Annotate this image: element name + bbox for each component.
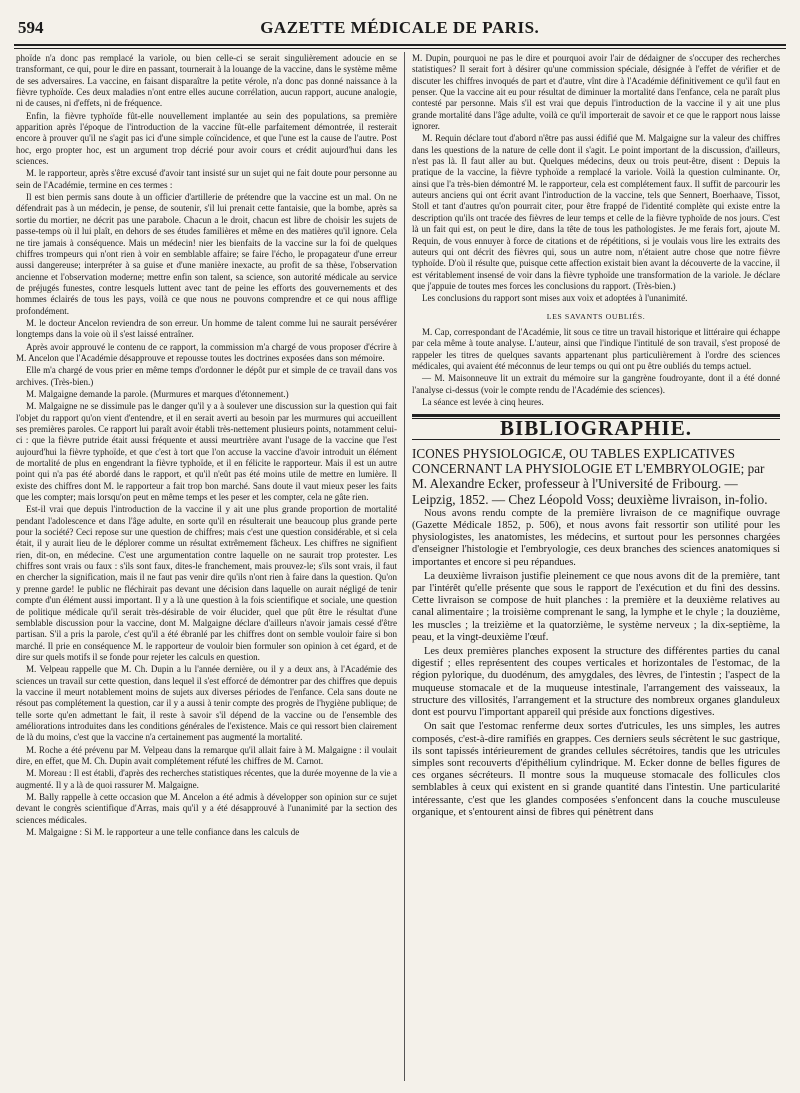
bibliography-body	[412, 508, 780, 819]
paragraph: — M. Maisonneuve lit un extrait du mémoire sur la gangrène foudroyante, dont il a été donné l'analyse ci-dessus (voir le compte rendu de l'Académie des sciences).	[412, 373, 780, 395]
paragraph: M. Velpeau rappelle que M. Ch. Dupin a lu l'année dernière, ou il y a deux ans, à l'Académie des sciences un travail sur cette question, dans lequel il s'est efforcé de démontrer par des chiffres que depuis la vaccine il meurt notablement moins de sujets aux diverses périodes de l'enfance. Cela sans doute ne résout pas complétement la question, car il y a aussi à tenir compte des progrès de l'hygiène publique; de telle sorte qu'en admettant le fait, il reste à savoir s'il dépend de la vaccine ou de l'ensemble des améliorations introduites dans les conditions générales de l'existence. Mais ce qui ressort bien clairement de là du moins, c'est que la vaccine n'a certainement pas augmenté la mortalité.	[16, 664, 397, 743]
page-header	[18, 14, 786, 42]
paragraph: M. Malgaigne ne se dissimule pas le danger qu'il y a à soulever une discussion sur la question qui fait l'objet du rapport qu'on vient d'entendre, et il en serait averti au besoin par les murmures qui accueillent ses premières paroles. Ce rapport lui paraît avoir établi très-nettement plusieurs points, notamment celui-ci : que la fièvre putride était aussi fréquente et aussi meurtrière avant l'usage de la vaccine que l'est aujourd'hui la fièvre typhoïde, et que c'est à tort que l'on accuse la vaccine d'avoir introduit un élément de mortalité de plus en engendrant la fièvre typhoïde, et il en félicite le rapporteur. Mais il est un autre point qui n'a pas été abordé dans le rapport, et qu'il n'eût pas été moins utile de mettre en lumière. Il existe des chiffres dont M. le rapporteur a fait trop bon marché. Sans doute il vaut mieux peser les faits que les compter; mais lorsqu'on peut en même temps et les peser et les compter, cela ne gâte rien.	[16, 401, 397, 503]
paragraph: M. Requin déclare tout d'abord n'être pas aussi édifié que M. Malgaigne sur la valeur des chiffres dans les questions de la nature de celle dont il s'agit. Le point important de la discussion, d'ailleurs, n'est pas là. Il faut aller au but. Quelques médecins, deux ou trois peut-être, disent : Depuis la pratique de la vaccine, la fièvre typhoïde a remplacé la variole. Voilà la question culminante. Or, ainsi que l'a très-bien démontré M. le rapporteur, cela est complétement faux. Il suffit de parcourir les auteurs anciens qui ont écrit avant l'introduction de la vaccine, tels que Sennert, Boerhaave, Tissot, Stoll et tant d'autres qu'on pourrait citer, pour être frappé de l'identité complète qui existe entre la description qu'ils ont tracée des fièvres de leur temps et celle de la fièvre typhoïde de nos jours. C'est là un fait qui est, on peut le dire, dans la tête de tous les pathologistes. Je me ferais fort, ajoute M. Requin, de vous ennuyer à force de citations et de répétitions, si je voulais vous lire les extraits des auteurs qui ont décrit des fièvres qui, sous un autre nom, n'étaient autre chose que notre fièvre typhoïde. D'où il résulte que, puisque cette affection existait bien avant la découverte de la vaccine, il est véritablement insensé de voir dans la fièvre typhoïde une transformation de la variole. Je déclare que j'appuie de toutes mes forces les conclusions du rapport. (Très-bien.)	[412, 133, 780, 291]
section-heading: LES SAVANTS OUBLIÉS.	[546, 311, 646, 321]
column-divider	[404, 52, 405, 1081]
header-rule-thin	[14, 48, 786, 49]
paragraph: M. Malgaigne demande la parole. (Murmures et marques d'étonnement.)	[26, 388, 289, 399]
paragraph: Il est bien permis sans doute à un officier d'artillerie de prétendre que la vaccine est un mal. On ne défendrait pas à un médecin, je pense, de soutenir, s'il lui prenait cette fantaisie, que la bombe, après sa sortie du mortier, ne décrit pas une parabole. Chacun a le droit, chacun est libre de choisir les sujets de passe-temps où il lui plaît, en dehors de ses études familières et même en des matières qu'il ignore. Cela ne tire jamais à conséquence. Mais un médecin! nier les bienfaits de la vaccine sur la foi de quelques chiffres trompeurs qui n'ont rien à voir en semblable affaire; se faire l'écho, le propagateur d'une erreur aussi dangereuse; interpréter à sa guise et d'une manière inexacte, au profit de sa thèse, l'observation ancienne et l'observation moderne; mettre enfin son talent, sa science, son autorité médicale au service de préjugés funestes, contre lesquels luttent avec tant de peine les efforts des gouvernements et des hommes éclairés de tous les pays, voilà ce que nous ne pouvons comprendre et ce qui nous afflige profondément.	[16, 192, 397, 316]
paragraph: M. Moreau : Il est établi, d'après des recherches statistiques récentes, que la durée moyenne de la vie a augmenté. Il y a là de quoi rassurer M. Malgaigne.	[16, 768, 397, 790]
journal-title: GAZETTE MÉDICALE DE PARIS.	[260, 18, 540, 37]
paragraph: La séance est levée à cinq heures.	[422, 396, 544, 407]
left-column	[16, 53, 397, 1081]
header-rule	[14, 44, 786, 46]
paragraph: Après avoir approuvé le contenu de ce rapport, la commission m'a chargé de vous proposer d'écrire à M. Ancelon que l'Académie désapprouve et repousse toutes les doctrines exposées dans son mémoire.	[16, 341, 397, 363]
paragraph: M. le docteur Ancelon reviendra de son erreur. Un homme de talent comme lui ne saurait persévérer longtemps dans la voie où il s'est laissé entraîner.	[16, 317, 397, 340]
paragraph: M. Malgaigne : Si M. le rapporteur a une telle confiance dans les calculs de	[26, 827, 300, 838]
paragraph: M. Cap, correspondant de l'Académie, lit sous ce titre un travail historique et littéraire qui échappe par cela même à toute analyse. L'auteur, ainsi que l'indique l'intitulé de son travail, s'est proposé de rappeler les titres de quelques savants appartenant plus particulièrement à l'ordre des sciences médicales, qui avaient été méconnus de leur temps ou qui ont pu être oubliés du temps actuel.	[412, 326, 780, 371]
bibliography-title: BIBLIOGRAPHIE.	[500, 416, 692, 441]
paragraph: Enfin, la fièvre typhoïde fût-elle nouvellement implantée au sein des populations, sa première apparition après l'époque de l'introduction de la vaccine fût-elle parfaitement démontrée, il resterait encore à prouver qu'il ne s'agit pas ici d'une simple coïncidence, et que l'une est la cause de l'autre. Post hoc, ergo propter hoc, est un argument trop décrié pour avoir cours et crédit aujourd'hui dans les sciences.	[16, 110, 397, 167]
paragraph: On sait que l'estomac renferme deux sortes d'utricules, les uns simples, les autres composés, c'est-à-dire ramifiés en grappes. Ces derniers seuls sécrètent le suc gastrique, ils sont tapissés intérieurement de grandes cellules sécrétoires, tandis que les utricules simples sont recouverts d'épithélium cylindrique. M. Ecker donne de belles figures de ces organes sécréteurs. Il montre sous la muqueuse stomacale des follicules clos semblables à ceux qui existent en si grande quantité dans l'intestin. Une particularité intéressante, c'est que les glandes composées s'enfoncent dans la couche musculeuse organique, et s'entourent ainsi de fibres qui pénètrent dans	[412, 721, 780, 818]
paragraph: Nous avons rendu compte de la première livraison de ce magnifique ouvrage (Gazette Médicale 1852, p. 506), et nous avons fait ressortir son utilité pour les physiologistes, les anatomistes, les médecins, et surtout pour les personnes chargées d'enseigner l'histologie et l'embryologie, ces deux branches des sciences anatomiques si importantes et encore si peu répandues.	[412, 507, 780, 568]
paragraph: M. le rapporteur, après s'être excusé d'avoir tant insisté sur un sujet qui ne fait doute pour personne au sein de l'Académie, termine en ces termes :	[16, 168, 397, 190]
paragraph: Est-il vrai que depuis l'introduction de la vaccine il y ait une plus grande proportion de mortalité pendant l'adolescence et dans l'âge adulte, en sorte qu'il en résulterait une beaucoup plus grande perte pour la société? Ceci repose sur une question de chiffres; mais c'est une question considérable, et si cela était, il y aurait lieu de le déplorer comme un résultat extrêmement fâcheux. Les chiffres ne signifient rien, dit-on, en médecine. C'est une argumentation contre laquelle on ne saurait trop protester. Les chiffres sont vrais ou faux : s'ils sont faux, dites-le franchement, mais prouvez-le; s'ils sont vrais, il faut en chercher la signification, mais il ne faut pas venir dire qu'ils n'ont rien à faire dans la question. Qu'on y prenne garde! le public ne fléchirait pas devant une décision dans laquelle on aurait négligé de tenir compte d'un élément aussi important. Il y a là une question à la fois scientifique et sociale, une question de politique médicale qu'il serait très-désirable de voir élucider, quel que pût être le résultat d'une semblable discussion pour la vaccine, dont M. Malgaigne déclare d'ailleurs n'avoir jamais cessé d'être partisan. S'il a pris la parole, c'est qu'il a été ébranlé par les chiffres dont on semble vouloir faire si bon marché. Il prie en conséquence M. le rapporteur de vouloir bien formuler son opinion à cet égard, et de dire sur quels motifs il se fonde pour rejeter les calculs en question.	[16, 504, 397, 662]
paragraph: M. Dupin, pourquoi ne pas le dire et pourquoi avoir l'air de dédaigner de s'occuper des recherches statistiques? Il serait fort à désirer qu'une commission spéciale, désignée à l'effet de vérifier et de discuter les chiffres invoqués de part et d'autre, vînt dire à l'Académie définitivement ce qu'il faut en penser. Que la vaccine ait eu pour résultat de diminuer la mortalité dans l'enfance, cela ne paraît plus contesté par personne. Mais s'il est vrai que depuis l'introduction de la vaccine il y ait une plus grande mortalité dans l'âge adulte, voilà ce qu'il importerait de savoir et ce que le rapport nous laisse ignorer.	[412, 53, 780, 132]
paragraph: Elle m'a chargé de vous prier en même temps d'ordonner le dépôt pur et simple de ce travail dans vos archives. (Très-bien.)	[16, 365, 397, 387]
paragraph: phoïde n'a donc pas remplacé la variole, ou bien celle-ci se serait singulièrement adoucie en se transformant, ce qui, pour le dire en passant, tournerait à la louange de la vaccine, dans le système même de ses adversaires. La vaccine, en faisant disparaître la petite vérole, n'a donc pas donné naissance à la fièvre typhoïde. Ces deux maladies n'ont entre elles aucune corrélation, aucun rapport, aucune analogie, ni de causes, ni d'effets, ni de fréquence.	[16, 53, 397, 109]
page-number: 594	[18, 18, 44, 37]
paragraph: La deuxième livraison justifie pleinement ce que nous avons dit de la première, tant par l'intérêt qu'elle présente que sous le rapport de l'exécution et du fini des dessins. Cette livraison se compose de huit planches : la première et la deuxième relatives au canal alimentaire ; la troisième comprenant le sang, la lymphe et le chyle ; la douzième, les muscles ; la treizième et la quatorzième, le système nerveux ; la dix-septième, la peau, et la vingt-deuxième l'œuf.	[412, 570, 780, 643]
paragraph: M. Bally rappelle à cette occasion que M. Ancelon a été admis à développer son opinion sur ce sujet devant le congrès scientifique d'Arras, mais qu'il y a été désapprouvé à l'unanimité par la section des sciences médicales.	[16, 792, 397, 825]
paragraph: Les deux premières planches exposent la structure des différentes parties du canal digestif ; elles représentent des coupes verticales et horizontales de l'estomac, de la région pylorique, du duodénum, des amygdales, des lèvres, de l'intestin ; l'aspect de la muqueuse stomacale et de la muqueuse intestinale, l'arrangement des vaisseaux, la structure des villosités, l'arrangement et la structure des nombreux organes glanduleux dont est pourvu l'important appareil qui préside aux fonctions digestives.	[412, 646, 780, 719]
right-column	[412, 53, 780, 1081]
paragraph: Les conclusions du rapport sont mises aux voix et adoptées à l'unanimité.	[422, 293, 688, 304]
paragraph: M. Roche a été prévenu par M. Velpeau dans la remarque qu'il allait faire à M. Malgaigne : il voulait dire, en effet, que M. Ch. Dupin avait complétement réfuté les chiffres de M. Carnot.	[16, 744, 397, 766]
book-entry: ICONES PHYSIOLOGICÆ, OU TABLES EXPLICATIVES CONCERNANT LA PHYSIOLOGIE ET L'EMBRYOLOGIE; par M. Alexandre Ecker, professeur à l'Université de Fribourg. — Leipzig, 1852. — Chez Léopold Voss; deuxième livraison, in-folio.	[412, 445, 768, 507]
